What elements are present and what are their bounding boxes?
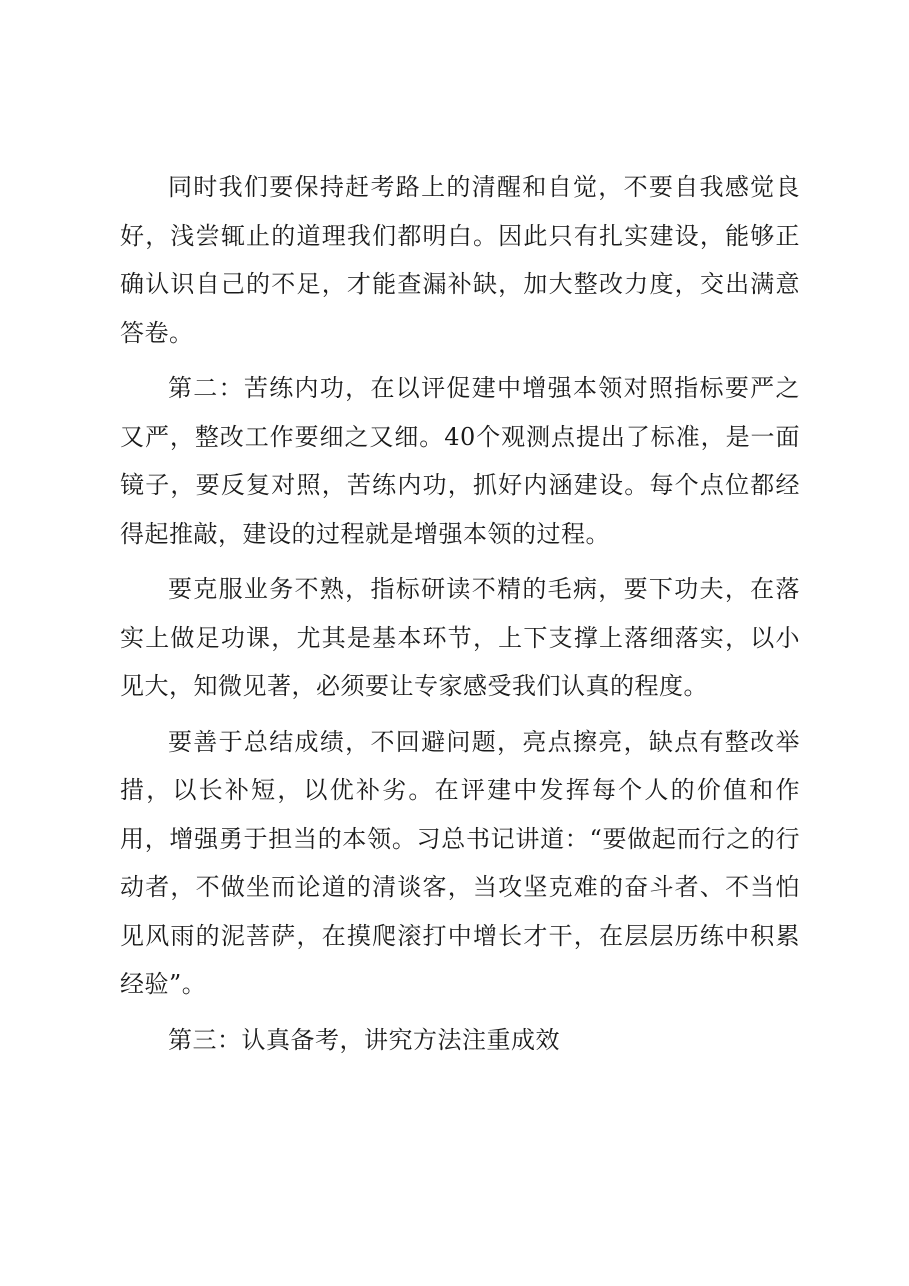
paragraph-second-point: 第二：苦练内功，在以评促建中增强本领对照指标要严之又严，整改工作要细之又细。40个观测点提出了标准，是一面镜子，要反复对照，苦练内功，抓好内涵建设。每个点位都经得起推敲，建设的过程就是增强本领的过程。 [120, 374, 800, 548]
paragraph-exam-awareness: 同时我们要保持赶考路上的清醒和自觉，不要自我感觉良好，浅尝辄止的道理我们都明白。因此只有扎实建设，能够正确认识自己的不足，才能查漏补缺，加大整改力度，交出满意答卷。 [120, 173, 800, 347]
paragraph-summarize-achievements: 要善于总结成绩，不回避问题，亮点擦亮，缺点有整改举措，以长补短，以优补劣。在评建中发挥每个人的价值和作用，增强勇于担当的本领。习总书记讲道：“要做起而行之的行动者，不做坐而论道的清谈客，当攻坚克难的奋斗者、不当怕见风雨的泥菩萨，在摸爬滚打中增长才干，在层层历练中积累经验”。 [120, 727, 800, 998]
paragraph-third-point: 第三：认真备考，讲究方法注重成效 [168, 1025, 560, 1054]
document-body [120, 163, 800, 1064]
paragraph-overcome-weakness: 要克服业务不熟，指标研读不精的毛病，要下功夫，在落实上做足功课，尤其是基本环节，上下支撑上落细落实，以小见大，知微见著，必须要让专家感受我们认真的程度。 [120, 575, 800, 700]
